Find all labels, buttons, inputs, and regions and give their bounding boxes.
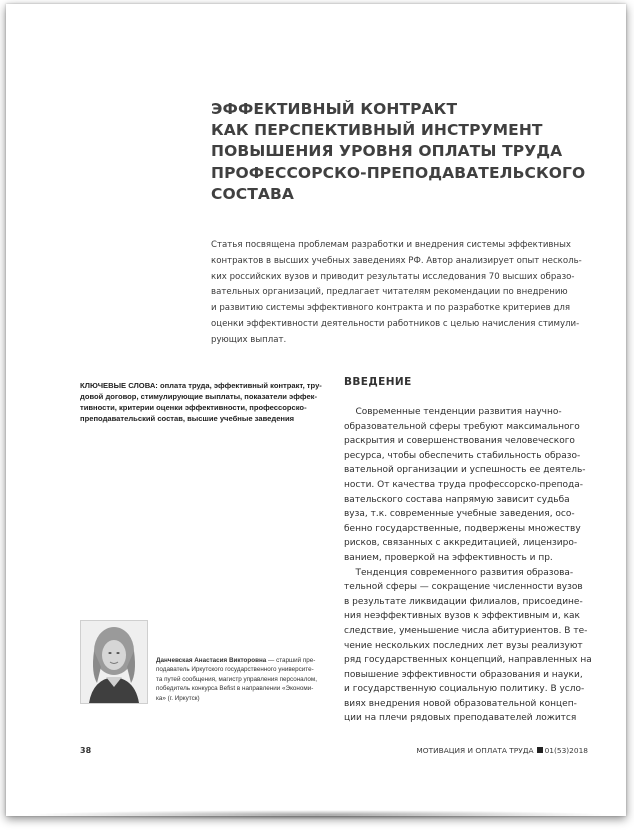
issue-number: 01(53)2018 [544,746,588,755]
title-line: ПОВЫШЕНИЯ УРОВНЯ ОПЛАТЫ ТРУДА [211,142,563,161]
body-line: ции на плечи рядовых преподавателей ложится [344,713,577,724]
body-line: повышение эффективности образования и науки, [344,669,583,680]
intro-body [344,405,604,726]
title-line: ПРОФЕССОРСКО-ПРЕПОДАВАТЕЛЬСКОГО [211,163,586,182]
body-line: вуза, т.к. современные учебные заведения, осо- [344,509,575,520]
page-shadow [22,810,612,820]
abstract-line: оценки эффективности деятельности работников с целью начисления стимули- [211,318,580,329]
body-line: ности. От качества труда профессорско-препода- [344,479,583,490]
author-bio-line: та путей сообщения, магистр управления персоналом, [156,675,318,683]
section-heading-intro: ВВЕДЕНИЕ [344,376,412,388]
body-line: и государственную социальную политику. В усло- [344,684,585,695]
article-title [211,99,611,205]
abstract-line: и развитию системы эффективного контракта и по разработке критериев для [211,303,571,314]
abstract-line: контрактов в высших учебных заведениях РФ. Автор анализирует опыт несколь- [211,255,582,266]
journal-name: МОТИВАЦИЯ И ОПЛАТА ТРУДА [416,746,534,755]
author-bio-line [156,656,326,665]
body-line: виях внедрения новой образовательной концеп- [344,698,577,709]
author-bio-text: — старший пре- [268,657,316,664]
body-line: ряд государственных концепций, направленных на [344,655,592,666]
body-line: следствие, уменьшение числа абитуриентов. В те- [344,625,588,636]
body-line: образовательной сферы требуют максимального [344,421,580,432]
article-abstract [211,238,591,349]
author-bio [156,656,326,703]
body-line: Современные тенденции развития научно- [344,407,562,417]
body-line: в результате ликвидации филиалов, присоедине- [344,596,583,607]
body-line: ресурса, чтобы обеспечить стабильность образо- [344,450,581,461]
keywords-line: КЛЮЧЕВЫЕ СЛОВА: оплата труда, эффективный контракт, тру- [80,381,322,390]
author-name: Данчевская Анастасия Викторовна [156,657,267,664]
keywords-line: тивности, критерии оценки эффективности, профессорско- [80,403,307,412]
running-footer [416,746,588,755]
body-line: вательского состава напрямую зависит судьба [344,494,570,505]
body-line: вательной организации и успешность ее деятель- [344,465,586,476]
title-line: КАК ПЕРСПЕКТИВНЫЙ ИНСТРУМЕНТ [211,121,543,140]
keywords-line: преподавательский состав, высшие учебные заведения [80,414,295,423]
body-line: Тенденция современного развития образова- [344,567,574,578]
author-photo [80,620,148,704]
body-line: ванием, проверкой на эффективность и пр. [344,552,553,563]
abstract-line: вательных организаций, предлагает читателям рекомендации по внедрению [211,287,568,298]
keywords-line: довой договор, стимулирующие выплаты, показатели эффек- [80,392,317,401]
body-line: чение нескольких последних лет вузы реализуют [344,640,583,651]
body-line: рисков, связанных с аккредитацией, лицензиро- [344,538,578,549]
body-line: тельной сферы — сокращение численности вузов [344,582,583,593]
author-portrait-image [81,621,147,703]
keywords-block [80,380,330,424]
body-line: ния неэффективных вузов к эффективным и, как [344,611,580,622]
body-line: бенно государственные, подвержены множеству [344,523,581,534]
abstract-line: ких российских вузов и приводит результаты исследования 70 высших образо- [211,271,575,282]
abstract-line: рующих выплат. [211,334,287,345]
title-line: СОСТАВА [211,184,295,203]
title-line: ЭФФЕКТИВНЫЙ КОНТРАКТ [211,100,458,118]
author-bio-line: подаватель Иркутского государственного университе- [156,666,314,674]
author-bio-line: ка» (г. Иркутск) [156,694,200,702]
square-bullet-icon [537,747,543,753]
body-line: раскрытия и совершенствования человеческого [344,436,575,447]
page-number: 38 [80,746,92,755]
author-bio-line: победитель конкурса Befist в направлении «Экономи- [156,685,314,693]
abstract-line: Статья посвящена проблемам разработки и внедрения системы эффективных [211,240,571,250]
